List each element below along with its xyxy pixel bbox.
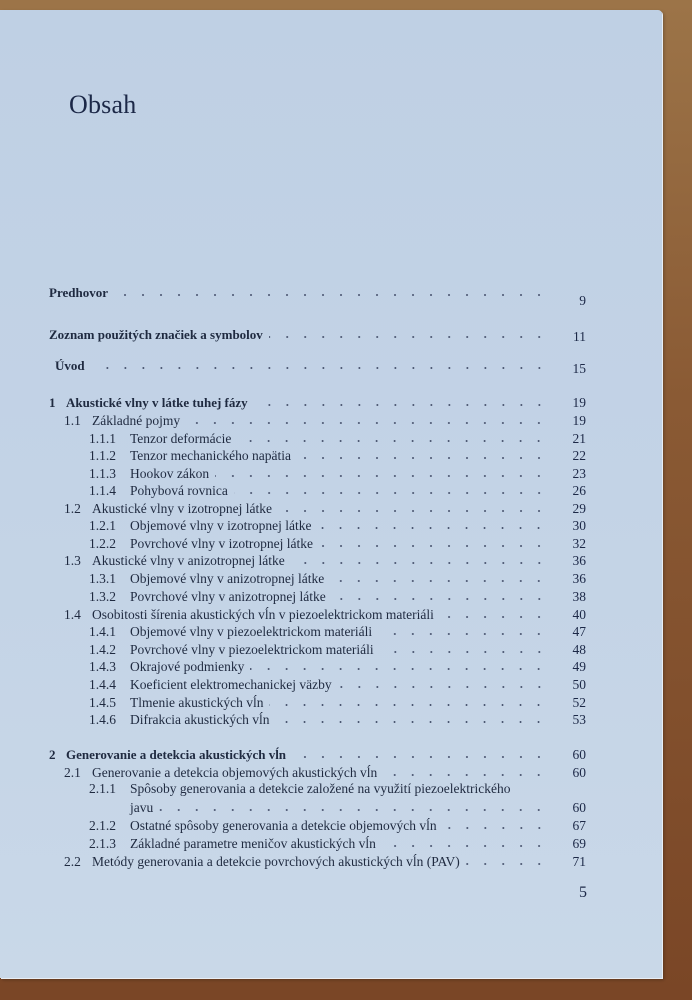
toc-page: 71 (572, 854, 586, 869)
page-title: Obsah (69, 90, 137, 119)
toc-label: Ostatné spôsoby generovania a detekcie objemových vĺn (130, 818, 437, 833)
leader-dots (237, 438, 548, 444)
toc-label: Okrajové podmienky (130, 659, 245, 674)
toc-label: Akustické vlny v izotropnej látke (92, 501, 272, 516)
toc-subsection-2-1-1-continued (130, 798, 586, 816)
toc-section-1-3 (64, 551, 586, 569)
toc-page: 52 (572, 695, 586, 710)
leader-dots (440, 614, 548, 620)
toc-page: 69 (572, 836, 586, 851)
toc-subsection-1-1-4 (89, 481, 586, 499)
toc-chapter-2 (49, 745, 586, 763)
leader-dots (443, 825, 548, 831)
toc-page: 60 (572, 765, 586, 780)
toc-section-2-2 (64, 852, 586, 870)
leader-dots (317, 525, 548, 531)
section-number: 1.2 (64, 501, 81, 516)
toc-subsection-1-4-4 (89, 675, 586, 693)
leader-dots (378, 631, 548, 637)
subsection-number: 2.1.1 (89, 781, 116, 796)
leader-dots (291, 560, 548, 566)
book-page (0, 10, 662, 978)
section-number: 2.2 (64, 854, 81, 869)
subsection-number: 1.1.2 (89, 448, 116, 463)
toc-section-2-1 (64, 763, 586, 781)
toc-page: 60 (572, 800, 586, 815)
toc-subsection-1-4-3 (89, 657, 586, 675)
toc-subsection-1-4-1 (89, 622, 586, 640)
section-number: 2.1 (64, 765, 81, 780)
toc-page: 32 (572, 536, 586, 551)
toc-subsection-1-2-2 (89, 534, 586, 552)
leader-dots (269, 702, 548, 708)
subsection-number: 1.3.1 (89, 571, 116, 586)
toc-subsection-1-2-1 (89, 516, 586, 534)
toc-subsection-2-1-2 (89, 816, 586, 834)
subsection-number: 1.4.6 (89, 712, 116, 727)
leader-dots (292, 754, 548, 760)
toc-entry-symbols (49, 325, 586, 343)
toc-subsection-1-1-3 (89, 464, 586, 482)
toc-page: 36 (572, 571, 586, 586)
toc-subsection-1-4-6 (89, 710, 586, 728)
toc-label: Tenzor deformácie (130, 431, 232, 446)
toc-entry-uvod (55, 356, 586, 374)
toc-label: Základné pojmy (92, 413, 181, 428)
toc-page: 47 (572, 624, 586, 639)
toc-page: 60 (572, 747, 586, 762)
toc-label: Povrchové vlny v piezoelektrickom materiáli (130, 642, 374, 657)
toc-subsection-1-4-2 (89, 640, 586, 658)
toc-page: 19 (572, 413, 586, 428)
toc-section-1-4 (64, 605, 586, 623)
leader-dots (380, 649, 548, 655)
toc-subsection-2-1-1 (89, 781, 586, 799)
toc-label: Generovanie a detekcia akustických vĺn (66, 747, 287, 762)
leader-dots (250, 666, 548, 672)
section-number: 1.1 (64, 413, 81, 428)
toc-subsection-2-1-3 (89, 834, 586, 852)
toc-page: 53 (572, 712, 586, 727)
toc-section-1-1 (64, 411, 586, 429)
toc-page: 11 (573, 329, 586, 344)
leader-dots (269, 334, 548, 340)
toc-label: Zoznam použitých značiek a symbolov (49, 327, 263, 342)
toc-label: Pohybová rovnica (130, 483, 228, 498)
toc-page: 9 (579, 293, 586, 308)
subsection-number: 1.2.2 (89, 536, 116, 551)
toc-label: Úvod (55, 358, 85, 373)
toc-label: Tenzor mechanického napätia (130, 448, 291, 463)
toc-entry-predhovor (49, 283, 586, 308)
leader-dots (254, 402, 548, 408)
toc-chapter-1 (49, 393, 586, 411)
subsection-number: 1.4.5 (89, 695, 116, 710)
toc-subsection-1-1-2 (89, 446, 586, 464)
toc-label: Spôsoby generovania a detekcie založené na využití piezoelektrického (130, 781, 511, 796)
toc-label: Difrakcia akustických vĺn (130, 712, 270, 727)
leader-dots (330, 578, 548, 584)
leader-dots (338, 684, 548, 690)
toc-subsection-1-3-1 (89, 569, 586, 587)
toc-label: Povrchové vlny v izotropnej látke (130, 536, 313, 551)
toc-section-1-2 (64, 499, 586, 517)
toc-page: 29 (572, 501, 586, 516)
subsection-number: 1.1.4 (89, 483, 116, 498)
toc-label: Hookov zákon (130, 466, 210, 481)
toc-label: Objemové vlny v anizotropnej látke (130, 571, 325, 586)
toc-label: Koeficient elektromechanickej väzby (130, 677, 332, 692)
toc-page: 67 (572, 818, 586, 833)
toc-page: 22 (572, 448, 586, 463)
subsection-number: 2.1.2 (89, 818, 116, 833)
toc-page: 15 (572, 361, 586, 376)
toc-page: 36 (572, 553, 586, 568)
leader-dots (278, 508, 548, 514)
toc-label: Objemové vlny v izotropnej látke (130, 518, 312, 533)
page-number: 5 (579, 884, 587, 901)
section-number: 1.4 (64, 607, 81, 622)
leader-dots (466, 861, 548, 867)
leader-dots (275, 719, 548, 725)
toc-page: 19 (572, 395, 586, 410)
toc-label: Akustické vlny v anizotropnej látke (92, 553, 285, 568)
chapter-number: 2 (49, 747, 56, 762)
toc-page: 48 (572, 642, 586, 657)
toc-subsection-1-3-2 (89, 587, 586, 605)
leader-dots (383, 772, 548, 778)
toc-page: 40 (572, 607, 586, 622)
subsection-number: 2.1.3 (89, 836, 116, 851)
leader-dots (186, 420, 548, 426)
subsection-number: 1.4.1 (89, 624, 116, 639)
toc-page: 50 (572, 677, 586, 692)
leader-dots (91, 365, 548, 371)
toc-label: Objemové vlny v piezoelektrickom materiáli (130, 624, 373, 639)
toc-page: 30 (572, 518, 586, 533)
subsection-number: 1.4.4 (89, 677, 116, 692)
leader-dots (215, 473, 548, 479)
leader-dots (332, 596, 548, 602)
toc-subsection-1-1-1 (89, 429, 586, 447)
toc-page: 49 (572, 659, 586, 674)
section-number: 1.3 (64, 553, 81, 568)
toc-label: Základné parametre meničov akustických vĺn (130, 836, 376, 851)
toc-label: Akustické vlny v látke tuhej fázy (66, 395, 248, 410)
toc-page: 26 (572, 483, 586, 498)
toc-subsection-1-4-5 (89, 693, 586, 711)
toc-label: Osobitosti šírenia akustických vĺn v piezoelektrickom materiáli (92, 607, 434, 622)
subsection-number: 1.1.3 (89, 466, 116, 481)
subsection-number: 1.4.3 (89, 659, 116, 674)
toc-label: Tlmenie akustických vĺn (130, 695, 264, 710)
chapter-number: 1 (49, 395, 56, 410)
toc-page: 23 (572, 466, 586, 481)
subsection-number: 1.2.1 (89, 518, 116, 533)
toc-label: Povrchové vlny v anizotropnej látke (130, 589, 326, 604)
leader-dots (114, 292, 548, 298)
subsection-number: 1.1.1 (89, 431, 116, 446)
subsection-number: 1.4.2 (89, 642, 116, 657)
toc-label: javu (130, 800, 154, 815)
toc-page: 21 (572, 431, 586, 446)
toc-label: Metódy generovania a detekcie povrchových akustických vĺn (PAV) (92, 854, 460, 869)
leader-dots (319, 543, 548, 549)
leader-dots (297, 455, 548, 461)
leader-dots (159, 807, 548, 813)
leader-dots (382, 843, 548, 849)
toc-label: Generovanie a detekcia objemových akustických vĺn (92, 765, 378, 780)
toc-page: 38 (572, 589, 586, 604)
toc-label: Predhovor (49, 285, 108, 300)
subsection-number: 1.3.2 (89, 589, 116, 604)
leader-dots (234, 490, 548, 496)
